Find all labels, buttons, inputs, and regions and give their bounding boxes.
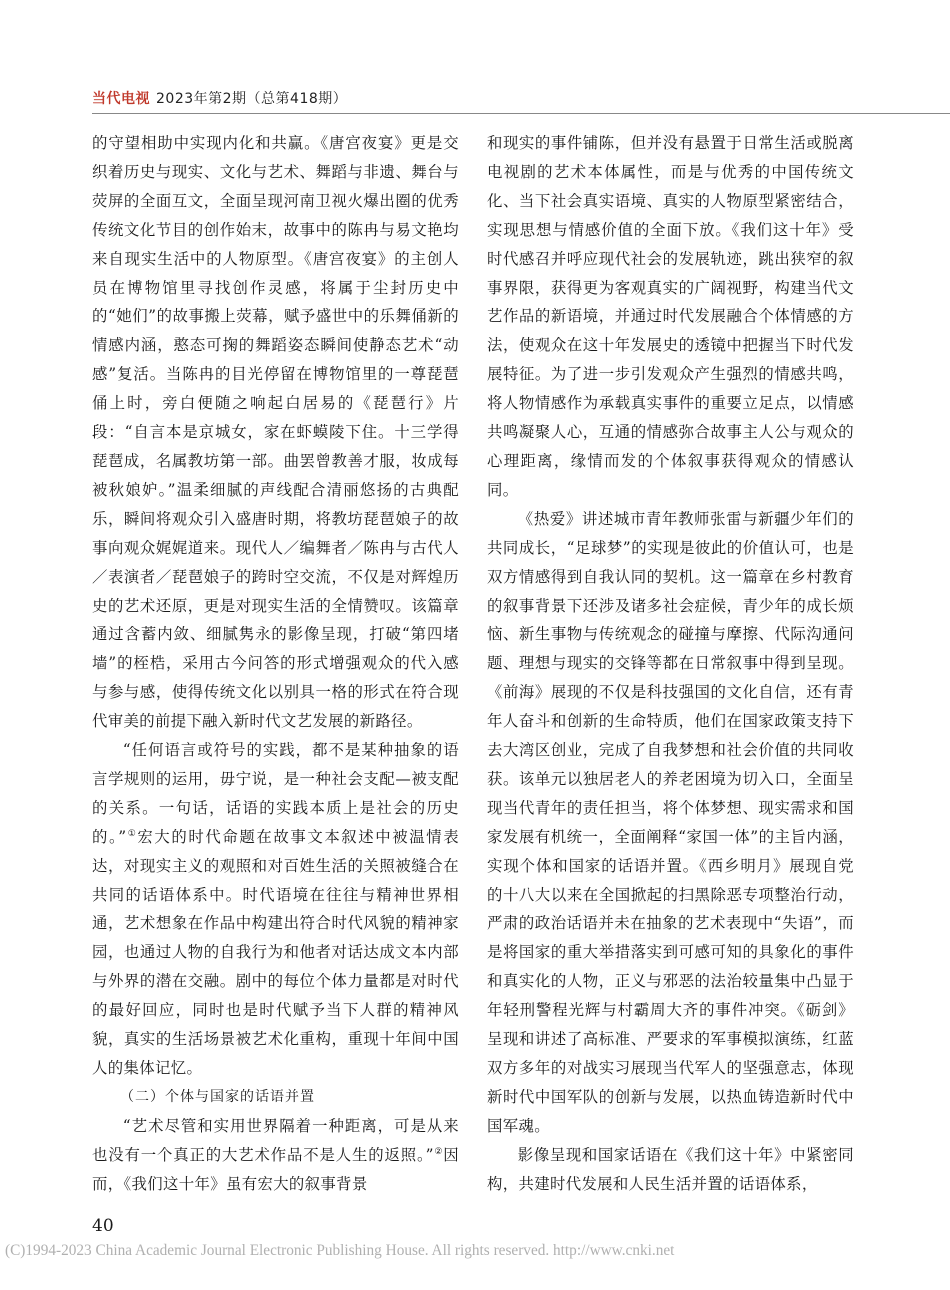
paragraph: 和现实的事件铺陈，但并没有悬置于日常生活或脱离电视剧的艺术本体属性，而是与优秀的中国传统文化、当下社会真实语境、真实的人物原型紧密结合，实现思想与情感价值的全面下放。《我们这十年》受时代感召并呼应现代社会的发展轨迹，跳出狭窄的叙事界限，获得更为客观真实的广阔视野，构建当代文艺作品的新语境，并通过时代发展融合个体情感的方法，使观众在这十年发展史的透镜中把握当下时代发展特征。为了进一步引发观众产生强烈的情感共鸣，将人物情感作为承载真实事件的重要立足点，以情感共鸣凝聚人心，互通的情感弥合故事主人公与观众的心理距离，缘情而发的个体叙事获得观众的情感认同。 bbox=[487, 134, 854, 499]
issue-info: 2023年第2期（总第418期） bbox=[156, 91, 348, 107]
copyright-notice: (C)1994-2023 China Academic Journal Electronic Publishing House. All rights reserved. http://www.cnki.net bbox=[5, 1242, 675, 1259]
header-rule bbox=[92, 113, 950, 114]
running-header bbox=[92, 88, 347, 108]
footnote-marker[interactable]: ① bbox=[126, 828, 138, 839]
paragraph-text: 因而，《我们这十年》虽有宏大的叙事背景 bbox=[92, 1145, 460, 1193]
quote-text: “艺术尽管和实用世界隔着一种距离，可是从来也没有一个真正的大艺术作品不是人生的返照。” bbox=[92, 1116, 459, 1164]
section-subheading: （二）个体与国家的话语并置 bbox=[120, 1088, 315, 1105]
paragraph bbox=[92, 1112, 459, 1199]
paragraph-text: 宏大的时代命题在故事文本叙述中被温情表达，对现实主义的观照和对百姓生活的关照被缝合在共同的话语体系中。时代语境在往往与精神世界相通，艺术想象在作品中构建出符合时代风貌的精神家园，也通过人物的自我行为和他者对话达成文本内部与外界的潜在交融。剧中的每位个体力量都是对时代的最好回应，同时也是时代赋予当下人群的精神风貌，真实的生活场景被艺术化重构，重现十年间中国人的集体记忆。 bbox=[92, 827, 459, 1077]
page-number: 40 bbox=[92, 1216, 114, 1236]
footnote-marker[interactable]: ② bbox=[433, 1146, 444, 1157]
left-column bbox=[92, 129, 459, 1199]
paragraph: 影像呈现和国家话语在《我们这十年》中紧密同构，共建时代发展和人民生活并置的话语体系， bbox=[487, 1145, 854, 1193]
right-column bbox=[487, 129, 854, 1199]
paragraph bbox=[92, 736, 459, 1083]
journal-name: 当代电视 bbox=[92, 91, 150, 107]
paragraph: 《热爱》讲述城市青年教师张雷与新疆少年们的共同成长，“足球梦”的实现是彼此的价值认可，也是双方情感得到自我认同的契机。这一篇章在乡村教育的叙事背景下还涉及诸多社会症候，青少年的成长烦恼、新生事物与传统观念的碰撞与摩擦、代际沟通问题、理想与现实的交锋等都在日常叙事中得到呈现。《前海》展现的不仅是科技强国的文化自信，还有青年人奋斗和创新的生命特质，他们在国家政策支持下去大湾区创业，完成了自我梦想和社会价值的共同收获。该单元以独居老人的养老困境为切入口，全面呈现当代青年的责任担当，将个体梦想、现实需求和国家发展有机统一，全面阐释“家国一体”的主旨内涵，实现个体和国家的话语并置。《西乡明月》展现自党的十八大以来在全国掀起的扫黑除恶专项整治行动，严肃的政治话语并未在抽象的艺术表现中“失语”，而是将国家的重大举措落实到可感可知的具象化的事件和真实化的人物，正义与邪恶的法治较量集中凸显于年轻刑警程光辉与村霸周大齐的事件冲突。《砺剑》呈现和讲述了高标准、严要求的军事模拟演练，红蓝双方多年的对战实习展现当代军人的坚强意志，体现新时代中国军队的创新与发展，以热血铸造新时代中国军魂。 bbox=[487, 509, 854, 1135]
quote-text: “任何语言或符号的实践，都不是某种抽象的语言学规则的运用，毋宁说，是一种社会支配—被支配的关系。一句话，话语的实践本质上是社会的历史的。” bbox=[92, 741, 459, 846]
paragraph: 的守望相助中实现内化和共赢。《唐宫夜宴》更是交织着历史与现实、文化与艺术、舞蹈与非遗、舞台与荧屏的全面互文，全面呈现河南卫视火爆出圈的优秀传统文化节目的创作始末，故事中的陈冉与易文艳均来自现实生活中的人物原型。《唐宫夜宴》的主创人员在博物馆里寻找创作灵感，将属于尘封历史中的“她们”的故事搬上荧幕，赋予盛世中的乐舞俑新的情感内涵，憨态可掬的舞蹈姿态瞬间使静态艺术“动感”复活。当陈冉的目光停留在博物馆里的一尊琵琶俑上时，旁白便随之响起白居易的《琵琶行》片段：“自言本是京城女，家在虾蟆陵下住。十三学得琵琶成，名属教坊第一部。曲罢曾教善才服，妆成每被秋娘妒。”温柔细腻的声线配合清丽悠扬的古典配乐，瞬间将观众引入盛唐时期，将教坊琵琶娘子的故事向观众娓娓道来。现代人／编舞者／陈冉与古代人／表演者／琵琶娘子的跨时空交流，不仅是对辉煌历史的艺术还原，更是对现实生活的全情赞叹。该篇章通过含蓄内敛、细腻隽永的影像呈现，打破“第四堵墙”的桎梏，采用古今问答的形式增强观众的代入感与参与感，使得传统文化以别具一格的形式在符合现代审美的前提下融入新时代文艺发展的新路径。 bbox=[92, 134, 459, 731]
